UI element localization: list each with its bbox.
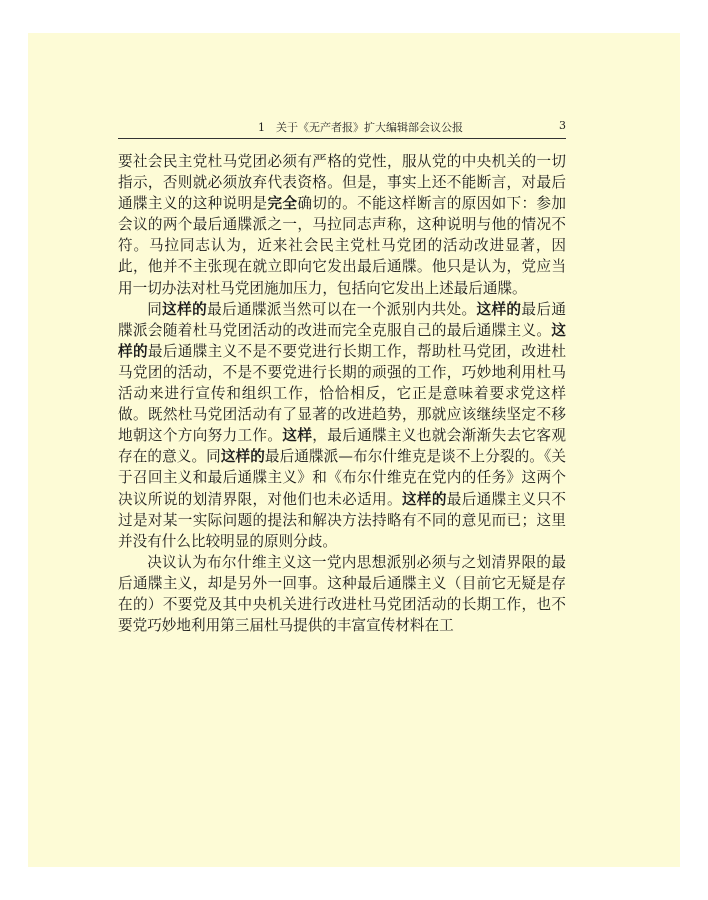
running-header-title: 1 关于《无产者报》扩大编辑部会议公报 [258, 121, 463, 134]
body-text [118, 151, 566, 636]
text-run: 同 [147, 300, 163, 318]
text-run: 决议认为布尔什维主义这一党内思想派别必须与之划清界限的最后通牒主义，却是另外一回事。这种最后通牒主义（目前它无疑是存在的）不要党及其中央机关进行改进杜马党团活动的长期工作，也不要党巧妙地利用第三届杜马提供的丰富宣传材料在工 [118, 553, 566, 635]
emphasis-text: 完全 [267, 195, 298, 213]
emphasis-text: 这样的 [162, 300, 208, 318]
paragraph [118, 299, 566, 552]
emphasis-text: 这样的 [476, 300, 522, 318]
emphasis-text: 这样的 [220, 448, 265, 466]
emphasis-text: 这样 [282, 427, 313, 445]
header-rule [118, 138, 566, 139]
emphasis-text: 这样的 [118, 321, 566, 360]
running-header [120, 119, 566, 137]
text-run: ，最后通牒主义也就会渐渐失去它客观存在的意义。同 [118, 427, 566, 466]
text-run: 最后通牒主义只不过是对某一实际问题的提法和解决方法持略有不同的意见而已；这里并没有什么比较明显的原则分歧。 [118, 490, 566, 550]
emphasis-text: 这样的 [401, 490, 447, 508]
text-run: 最后通牒派会随着杜马党团活动的改进而完全克服自己的最后通牒主义。 [118, 300, 566, 339]
paragraph [118, 552, 566, 636]
text-run: 要社会民主党杜马党团必须有严格的党性，服从党的中央机关的一切指示，否则就必须放弃代表资格。但是，事实上还不能断言，对最后通牒主义的这种说明是 [118, 153, 566, 213]
text-run: 最后通牒派—布尔什维克是谈不上分裂的。《关于召回主义和最后通牒主义》和《布尔什维克在党内的任务》这两个决议所说的划清界限，对他们也未必适用。 [118, 448, 566, 508]
page-number: 3 [559, 119, 566, 132]
text-run: 确切的。不能这样断言的原因如下：参加会议的两个最后通牒派之一，马拉同志声称，这种说明与他的情况不符。马拉同志认为，近来社会民主党杜马党团的活动改进显著，因此，他并不主张现在就立即向它发出最后通牒。他只是认为，党应当用一切办法对杜马党团施加压力，包括向它发出上述最后通牒。 [118, 195, 566, 297]
text-run: 最后通牒派当然可以在一个派别内共处。 [207, 300, 477, 318]
paragraph [118, 151, 566, 299]
text-run: 最后通牒主义不是不要党进行长期工作，帮助杜马党团，改进杜马党团的活动，不是不要党进行长期的顽强的工作，巧妙地利用杜马活动来进行宣传和组织工作，恰恰相反，它正是意味着要求党这样做。既然杜马党团活动有了显著的改进趋势，那就应该继续坚定不移地朝这个方向努力工作。 [118, 342, 566, 445]
